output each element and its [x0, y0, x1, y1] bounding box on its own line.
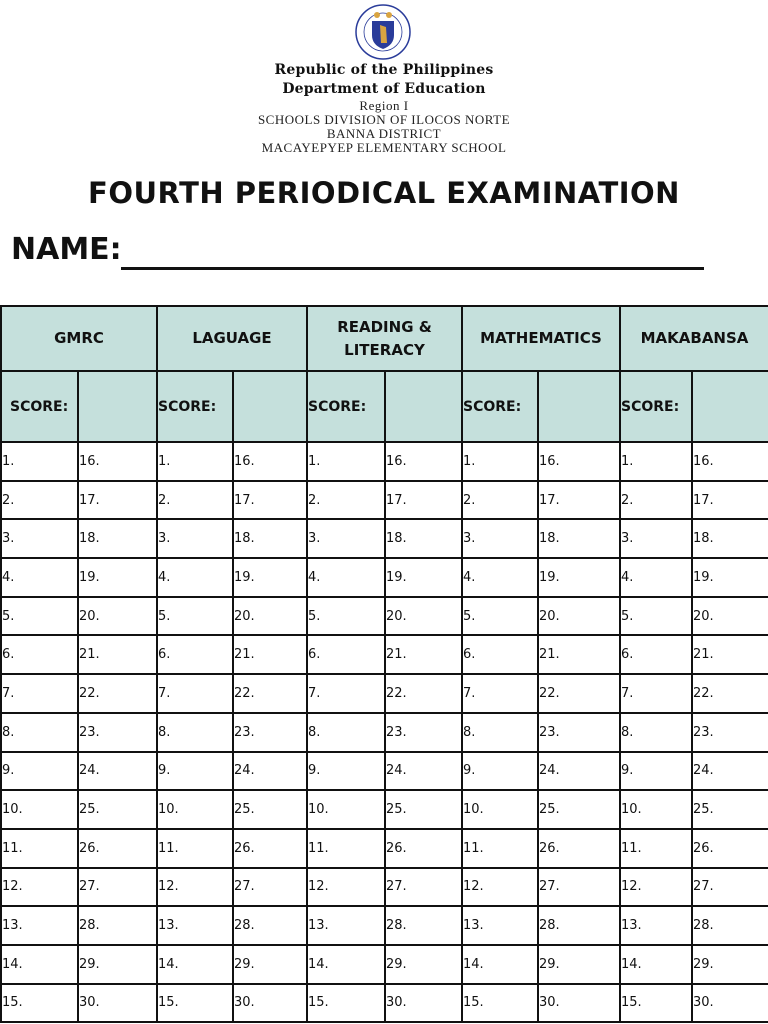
table-row	[1, 984, 768, 1023]
answer-cell[interactable]: 4.	[157, 558, 233, 597]
answer-cell[interactable]: 1.	[620, 442, 692, 481]
answer-cell[interactable]: 29.	[538, 945, 620, 984]
answer-cell[interactable]: 7.	[307, 674, 385, 713]
answer-cell[interactable]: 29.	[692, 945, 768, 984]
answer-cell[interactable]: 23.	[78, 713, 157, 752]
answer-cell[interactable]: 10.	[620, 790, 692, 829]
name-label: NAME:	[11, 232, 122, 267]
answer-cell[interactable]: 13.	[620, 906, 692, 945]
answer-cell[interactable]: 11.	[462, 829, 538, 868]
answer-cell[interactable]: 5.	[462, 597, 538, 636]
answer-cell[interactable]: 22.	[692, 674, 768, 713]
answer-cell[interactable]: 8.	[157, 713, 233, 752]
answer-cell[interactable]: 25.	[78, 790, 157, 829]
answer-cell[interactable]: 15.	[462, 984, 538, 1023]
answer-cell[interactable]: 17.	[385, 481, 462, 520]
score-field[interactable]	[692, 371, 768, 442]
answer-cell[interactable]: 12.	[307, 868, 385, 907]
answer-cell[interactable]: 21.	[538, 635, 620, 674]
answer-sheet-table	[0, 305, 768, 1023]
answer-cell[interactable]: 29.	[78, 945, 157, 984]
answer-cell[interactable]: 1.	[1, 442, 78, 481]
department-text: Department of Education	[282, 81, 486, 97]
answer-cell[interactable]: 27.	[78, 868, 157, 907]
answer-cell[interactable]: 21.	[78, 635, 157, 674]
answer-cell[interactable]: 9.	[462, 752, 538, 791]
score-field[interactable]	[538, 371, 620, 442]
answer-cell[interactable]: 6.	[157, 635, 233, 674]
table-row	[1, 519, 768, 558]
answer-cell[interactable]: 19.	[385, 558, 462, 597]
answer-cell[interactable]: 11.	[620, 829, 692, 868]
table-row	[1, 558, 768, 597]
answer-cell[interactable]: 13.	[157, 906, 233, 945]
deped-seal-logo	[350, 3, 416, 61]
answer-cell[interactable]: 6.	[620, 635, 692, 674]
answer-cell[interactable]: 30.	[692, 984, 768, 1023]
answer-cell[interactable]: 17.	[233, 481, 307, 520]
answer-cell[interactable]: 26.	[233, 829, 307, 868]
republic-text: Republic of the Philippines	[274, 62, 494, 78]
score-label: SCORE:	[620, 371, 692, 442]
answer-cell[interactable]: 29.	[385, 945, 462, 984]
answer-cell[interactable]: 20.	[78, 597, 157, 636]
answer-cell[interactable]: 5.	[307, 597, 385, 636]
table-row	[1, 829, 768, 868]
subject-header-row	[1, 306, 768, 371]
answer-cell[interactable]: 1.	[462, 442, 538, 481]
answer-cell[interactable]: 13.	[307, 906, 385, 945]
answer-cell[interactable]: 27.	[692, 868, 768, 907]
subject-header: READING & LITERACY	[307, 306, 462, 371]
answer-cell[interactable]: 24.	[385, 752, 462, 791]
answer-cell[interactable]: 3.	[462, 519, 538, 558]
table-row	[1, 442, 768, 481]
answer-cell[interactable]: 10.	[1, 790, 78, 829]
answer-cell[interactable]: 15.	[1, 984, 78, 1023]
district-text: BANNA DISTRICT	[326, 126, 442, 141]
answer-cell[interactable]: 18.	[692, 519, 768, 558]
answer-cell[interactable]: 20.	[385, 597, 462, 636]
answer-cell[interactable]: 23.	[538, 713, 620, 752]
answer-cell[interactable]: 3.	[307, 519, 385, 558]
answer-cell[interactable]: 9.	[157, 752, 233, 791]
answer-cell[interactable]: 16.	[233, 442, 307, 481]
answer-cell[interactable]: 27.	[385, 868, 462, 907]
answer-cell[interactable]: 15.	[620, 984, 692, 1023]
answer-cell[interactable]: 28.	[692, 906, 768, 945]
score-field[interactable]	[385, 371, 462, 442]
answer-cell[interactable]: 15.	[307, 984, 385, 1023]
answer-cell[interactable]: 25.	[233, 790, 307, 829]
answer-cell[interactable]: 30.	[538, 984, 620, 1023]
score-label: SCORE:	[462, 371, 538, 442]
answer-cell[interactable]: 11.	[157, 829, 233, 868]
answer-cell[interactable]: 16.	[385, 442, 462, 481]
answer-cell[interactable]: 14.	[462, 945, 538, 984]
division-text: SCHOOLS DIVISION OF ILOCOS NORTE	[257, 112, 511, 127]
answer-cell[interactable]: 3.	[1, 519, 78, 558]
subject-header: MAKABANSA	[620, 306, 768, 371]
answer-cell[interactable]: 11.	[1, 829, 78, 868]
answer-cell[interactable]: 26.	[78, 829, 157, 868]
answer-cell[interactable]: 22.	[78, 674, 157, 713]
answer-cell[interactable]: 26.	[692, 829, 768, 868]
answer-cell[interactable]: 6.	[1, 635, 78, 674]
answer-cell[interactable]: 14.	[307, 945, 385, 984]
answer-cell[interactable]: 13.	[462, 906, 538, 945]
answer-cell[interactable]: 5.	[620, 597, 692, 636]
table-row	[1, 752, 768, 791]
answer-cell[interactable]: 7.	[620, 674, 692, 713]
table-row	[1, 945, 768, 984]
answer-cell[interactable]: 19.	[692, 558, 768, 597]
table-row	[1, 713, 768, 752]
answer-cell[interactable]: 4.	[1, 558, 78, 597]
answer-cell[interactable]: 12.	[462, 868, 538, 907]
subject-header: GMRC	[1, 306, 157, 371]
answer-cell[interactable]: 21.	[692, 635, 768, 674]
answer-cell[interactable]: 9.	[307, 752, 385, 791]
answer-cell[interactable]: 18.	[538, 519, 620, 558]
score-row	[1, 371, 768, 442]
score-field[interactable]	[233, 371, 307, 442]
answer-cell[interactable]: 7.	[157, 674, 233, 713]
table-row	[1, 635, 768, 674]
answer-cell[interactable]: 22.	[233, 674, 307, 713]
answer-cell[interactable]: 23.	[692, 713, 768, 752]
score-label: SCORE:	[157, 371, 233, 442]
answer-cell[interactable]: 4.	[307, 558, 385, 597]
answer-cell[interactable]: 16.	[692, 442, 768, 481]
answer-cell[interactable]: 22.	[538, 674, 620, 713]
answer-cell[interactable]: 25.	[385, 790, 462, 829]
answer-cell[interactable]: 18.	[78, 519, 157, 558]
answer-cell[interactable]: 24.	[538, 752, 620, 791]
answer-cell[interactable]: 8.	[307, 713, 385, 752]
answer-cell[interactable]: 17.	[692, 481, 768, 520]
answer-cell[interactable]: 1.	[157, 442, 233, 481]
answer-cell[interactable]: 3.	[620, 519, 692, 558]
answer-cell[interactable]: 9.	[1, 752, 78, 791]
answer-cell[interactable]: 25.	[692, 790, 768, 829]
answer-cell[interactable]: 17.	[538, 481, 620, 520]
answer-cell[interactable]: 23.	[233, 713, 307, 752]
answer-cell[interactable]: 20.	[233, 597, 307, 636]
answer-cell[interactable]: 14.	[620, 945, 692, 984]
answer-cell[interactable]: 24.	[78, 752, 157, 791]
answer-cell[interactable]: 30.	[233, 984, 307, 1023]
answer-cell[interactable]: 6.	[307, 635, 385, 674]
answer-cell[interactable]: 12.	[620, 868, 692, 907]
answer-cell[interactable]: 5.	[157, 597, 233, 636]
answer-cell[interactable]: 29.	[233, 945, 307, 984]
table-row	[1, 597, 768, 636]
table-row	[1, 674, 768, 713]
answer-cell[interactable]: 19.	[538, 558, 620, 597]
answer-cell[interactable]: 2.	[157, 481, 233, 520]
answer-cell[interactable]: 3.	[157, 519, 233, 558]
table-row	[1, 481, 768, 520]
answer-cell[interactable]: 4.	[620, 558, 692, 597]
answer-cell[interactable]: 12.	[1, 868, 78, 907]
answer-cell[interactable]: 8.	[1, 713, 78, 752]
answer-cell[interactable]: 18.	[233, 519, 307, 558]
score-field[interactable]	[78, 371, 157, 442]
answer-cell[interactable]: 30.	[78, 984, 157, 1023]
answer-cell[interactable]: 10.	[307, 790, 385, 829]
score-label: SCORE:	[307, 371, 385, 442]
answer-cell[interactable]: 2.	[307, 481, 385, 520]
answer-cell[interactable]: 2.	[620, 481, 692, 520]
answer-cell[interactable]: 17.	[78, 481, 157, 520]
answer-cell[interactable]: 27.	[538, 868, 620, 907]
answer-cell[interactable]: 18.	[385, 519, 462, 558]
answer-cell[interactable]: 28.	[78, 906, 157, 945]
answer-cell[interactable]: 26.	[538, 829, 620, 868]
answer-cell[interactable]: 16.	[78, 442, 157, 481]
answer-cell[interactable]: 9.	[620, 752, 692, 791]
answer-cell[interactable]: 6.	[462, 635, 538, 674]
answer-cell[interactable]: 28.	[385, 906, 462, 945]
answer-cell[interactable]: 10.	[157, 790, 233, 829]
answer-cell[interactable]: 1.	[307, 442, 385, 481]
subject-header: MATHEMATICS	[462, 306, 620, 371]
table-row	[1, 906, 768, 945]
answer-cell[interactable]: 11.	[307, 829, 385, 868]
answer-cell[interactable]: 15.	[157, 984, 233, 1023]
answer-cell[interactable]: 14.	[157, 945, 233, 984]
answer-cell[interactable]: 21.	[385, 635, 462, 674]
answer-cell[interactable]: 24.	[692, 752, 768, 791]
answer-cell[interactable]: 22.	[385, 674, 462, 713]
answer-cell[interactable]: 4.	[462, 558, 538, 597]
answer-cell[interactable]: 26.	[385, 829, 462, 868]
answer-cell[interactable]: 8.	[620, 713, 692, 752]
answer-cell[interactable]: 30.	[385, 984, 462, 1023]
answer-cell[interactable]: 28.	[538, 906, 620, 945]
table-row	[1, 790, 768, 829]
answer-cell[interactable]: 12.	[157, 868, 233, 907]
answer-cell[interactable]: 7.	[1, 674, 78, 713]
answer-cell[interactable]: 10.	[462, 790, 538, 829]
answer-cell[interactable]: 5.	[1, 597, 78, 636]
answer-cell[interactable]: 2.	[462, 481, 538, 520]
answer-cell[interactable]: 13.	[1, 906, 78, 945]
score-label: SCORE:	[1, 371, 78, 442]
answer-cell[interactable]: 8.	[462, 713, 538, 752]
answer-cell[interactable]: 27.	[233, 868, 307, 907]
answer-cell[interactable]: 14.	[1, 945, 78, 984]
exam-title: FOURTH PERIODICAL EXAMINATION	[88, 176, 680, 210]
answer-cell[interactable]: 2.	[1, 481, 78, 520]
table-row	[1, 868, 768, 907]
answer-cell[interactable]: 19.	[233, 558, 307, 597]
answer-cell[interactable]: 28.	[233, 906, 307, 945]
subject-header: LAGUAGE	[157, 306, 307, 371]
name-field-line[interactable]	[121, 267, 704, 270]
answer-cell[interactable]: 23.	[385, 713, 462, 752]
region-text: Region I	[359, 98, 409, 113]
answer-cell[interactable]: 19.	[78, 558, 157, 597]
answer-cell[interactable]: 25.	[538, 790, 620, 829]
answer-cell[interactable]: 16.	[538, 442, 620, 481]
school-text: MACAYEPYEP ELEMENTARY SCHOOL	[261, 140, 507, 155]
answer-cell[interactable]: 20.	[692, 597, 768, 636]
answer-cell[interactable]: 24.	[233, 752, 307, 791]
answer-cell[interactable]: 20.	[538, 597, 620, 636]
answer-cell[interactable]: 21.	[233, 635, 307, 674]
answer-cell[interactable]: 7.	[462, 674, 538, 713]
